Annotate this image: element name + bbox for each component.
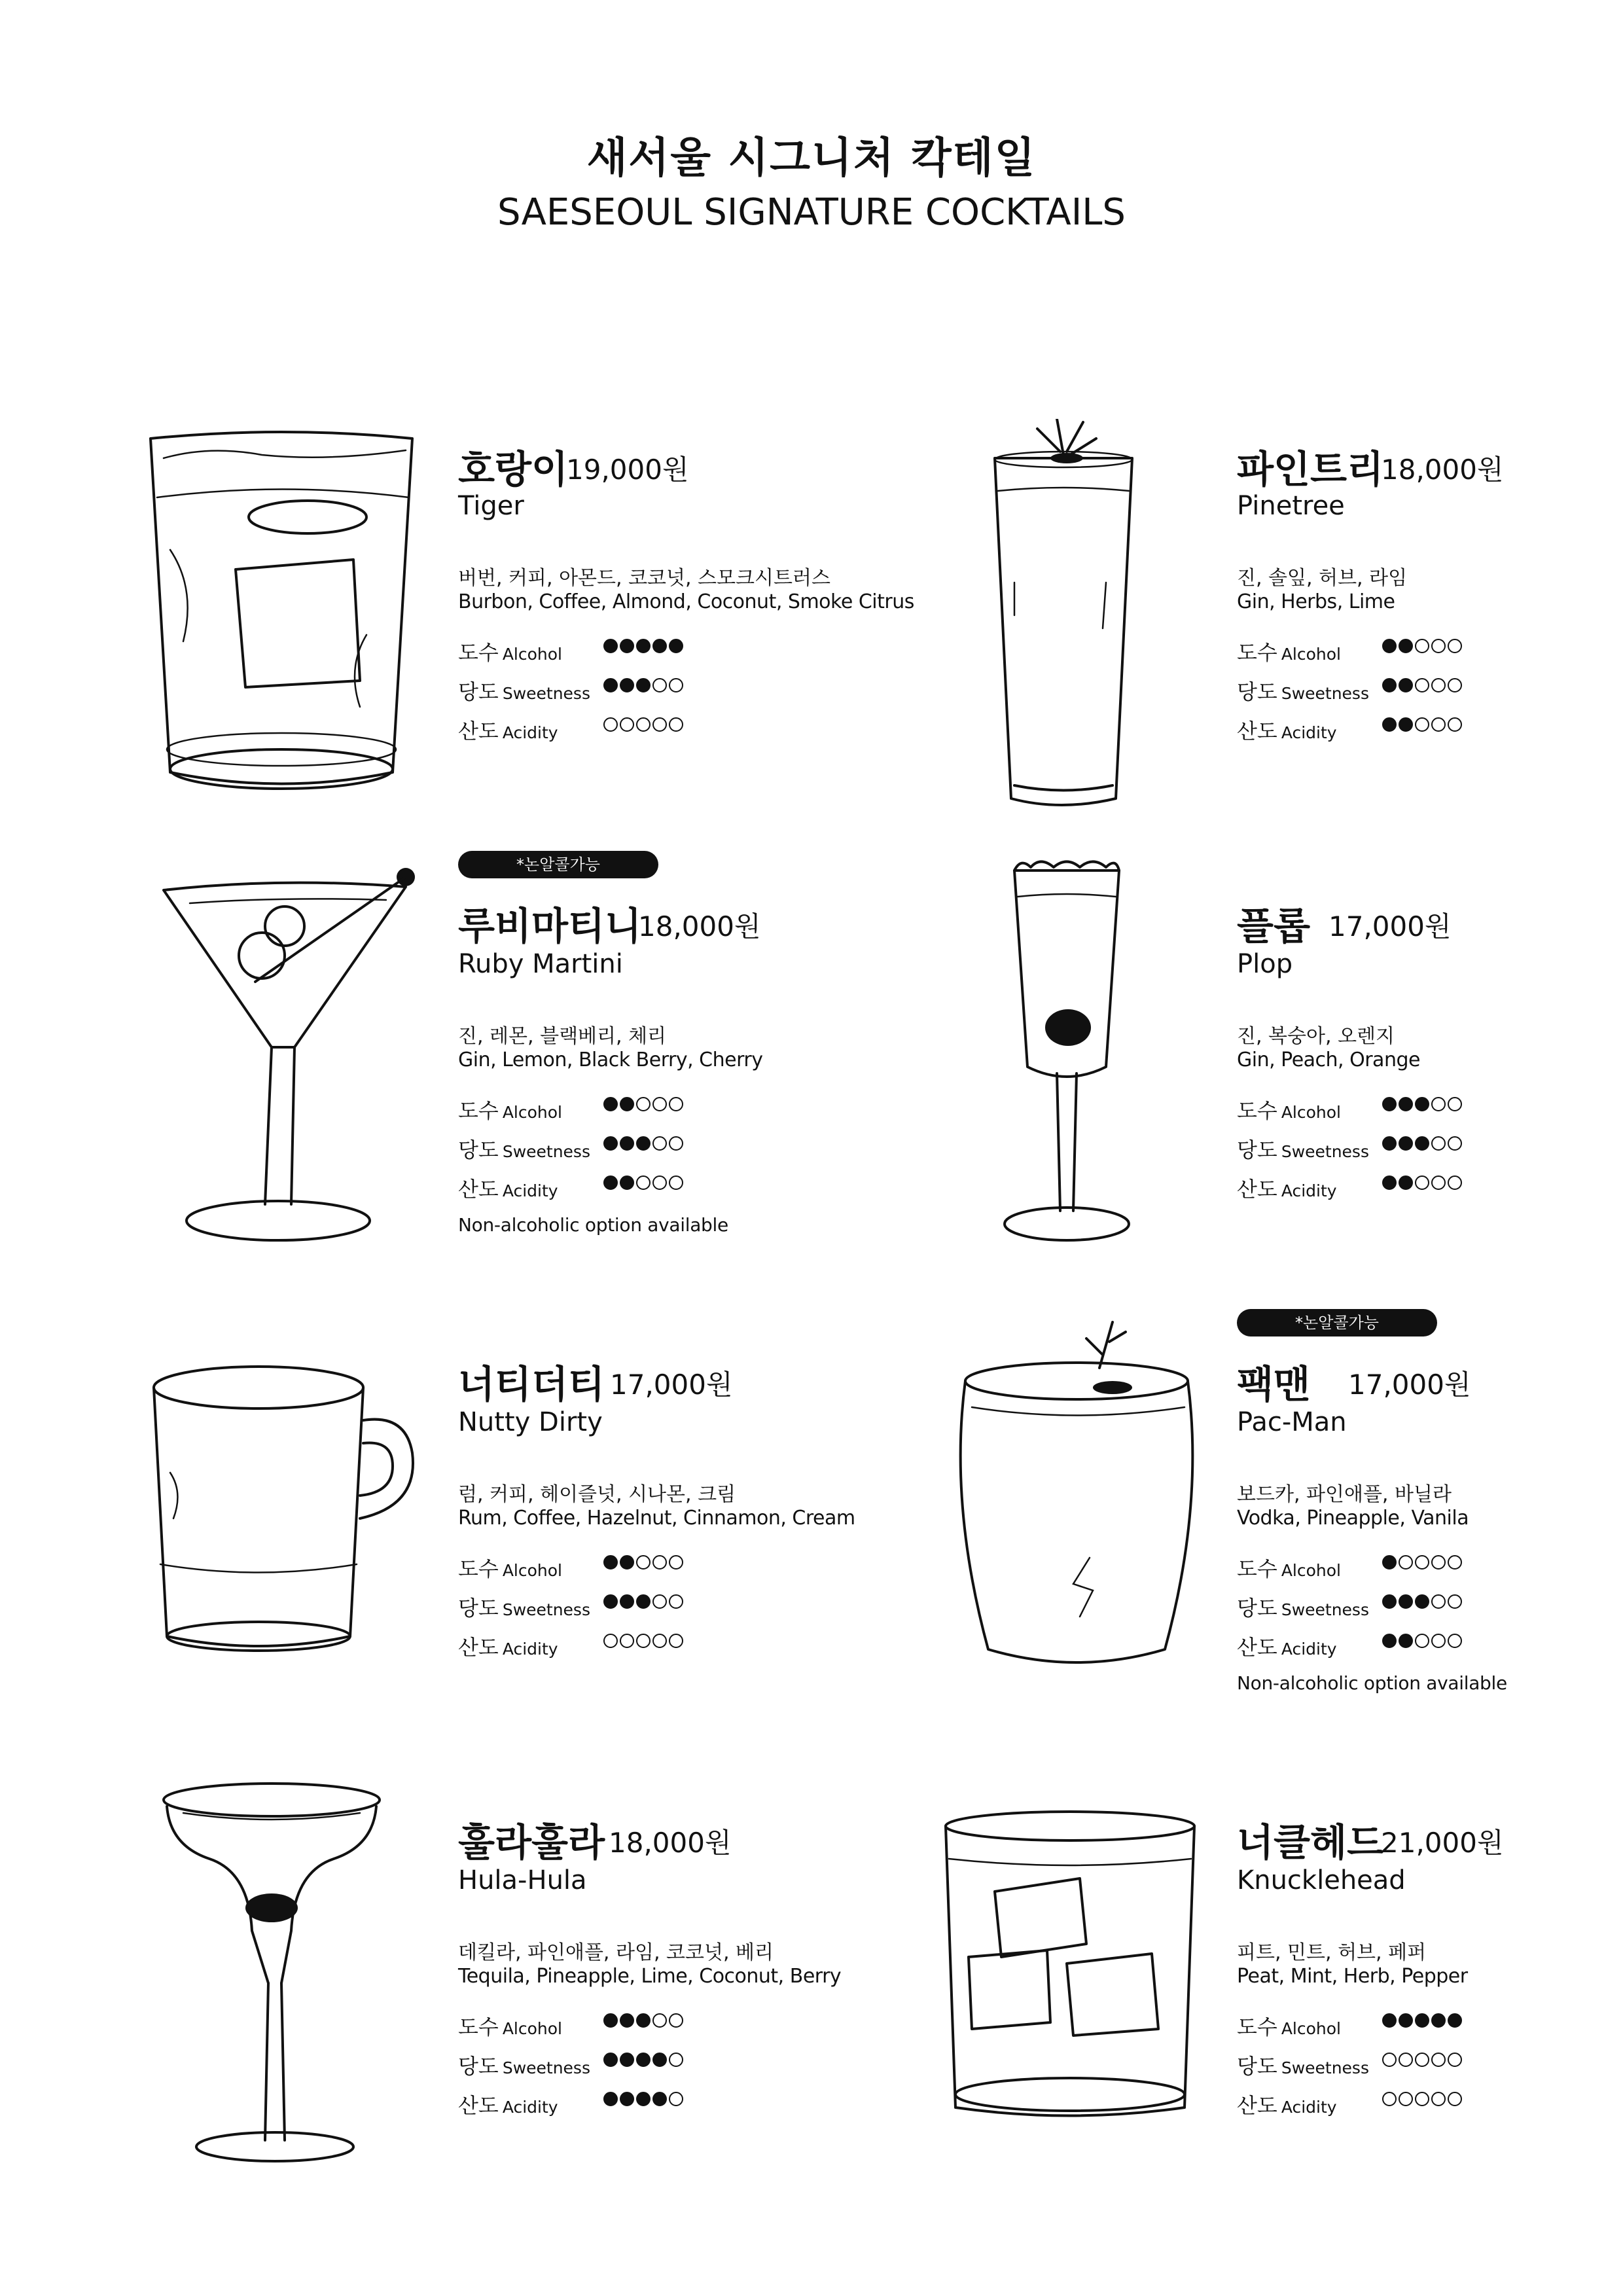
rating-dot-empty (669, 2092, 683, 2106)
rating-dot-empty (1448, 717, 1462, 732)
cocktail-price: 18,000원 (1381, 454, 1504, 486)
rating-dots (603, 1136, 683, 1151)
rating-dots (603, 2092, 683, 2106)
rating-dot-filled (603, 1594, 618, 1609)
rating-dot-empty (1431, 1634, 1446, 1648)
rating-dot-empty (669, 1175, 683, 1190)
ingredients-english: Gin, Herbs, Lime (1237, 590, 1395, 613)
rating-label-korean: 도수 (1237, 1556, 1277, 1581)
rating-dots (1382, 1136, 1462, 1151)
ingredients-korean: 데킬라, 파인애플, 라임, 코코넛, 베리 (458, 1941, 774, 1964)
rating-dot-empty (1399, 2092, 1413, 2106)
rating-alcohol (1237, 2011, 1341, 2037)
rating-label-korean: 도수 (1237, 640, 1277, 665)
rocks-glass-illustration (131, 419, 471, 838)
rating-dot-empty (603, 1634, 618, 1648)
rating-dot-empty (669, 2013, 683, 2028)
rating-dot-empty (652, 2013, 667, 2028)
rating-dot-filled (620, 2053, 634, 2067)
rating-dot-filled (1382, 1097, 1397, 1111)
rating-dot-empty (1382, 2053, 1397, 2067)
cocktail-name-korean: 호랑이 (458, 447, 569, 492)
rating-dot-filled (636, 2053, 651, 2067)
rating-label-english: Acidity (502, 2098, 558, 2117)
rating-label-korean: 산도 (1237, 2093, 1277, 2118)
rating-dot-filled (620, 2013, 634, 2028)
rating-alcohol (458, 636, 563, 665)
rating-dot-filled (603, 2053, 618, 2067)
rating-dot-empty (636, 1097, 651, 1111)
rating-label-korean: 산도 (458, 2093, 499, 2118)
rating-dots (603, 2013, 683, 2028)
rating-sweetness (458, 1592, 590, 1621)
rating-acidity (1237, 2089, 1337, 2118)
rating-label-english: Sweetness (502, 684, 590, 703)
rating-dot-filled (620, 678, 634, 692)
rating-label-english: Sweetness (1281, 1142, 1369, 1161)
rating-dot-filled (1382, 2013, 1397, 2028)
ingredients-english: Gin, Peach, Orange (1237, 1049, 1420, 1071)
rating-dot-empty (669, 1634, 683, 1648)
rating-dot-filled (636, 639, 651, 653)
rating-dots (603, 1555, 683, 1570)
rating-acidity (458, 715, 558, 744)
rating-dot-filled (1382, 1594, 1397, 1609)
rating-alcohol (458, 1552, 562, 1579)
cocktail-name-english: Tiger (458, 491, 524, 521)
rating-dots (603, 1175, 683, 1190)
cocktail-price: 17,000원 (610, 1369, 733, 1401)
rating-alcohol (458, 1094, 562, 1121)
cocktail-name-english: Nutty Dirty (458, 1407, 603, 1437)
rating-dot-filled (1382, 1634, 1397, 1648)
menu-title-korean: 새서울 시그니처 칵테일 (586, 134, 1037, 183)
rating-dot-empty (1415, 2092, 1429, 2106)
cocktail-name-english: Pac-Man (1237, 1407, 1347, 1437)
ingredients-korean: 보드카, 파인애플, 바닐라 (1237, 1483, 1452, 1506)
rating-dot-filled (1415, 1136, 1429, 1151)
menu-title-english: SAESEOUL SIGNATURE COCKTAILS (497, 191, 1126, 234)
rating-dot-filled (620, 1555, 634, 1570)
rating-label-korean: 당도 (1237, 2054, 1277, 2079)
rating-label-english: Sweetness (1281, 684, 1369, 703)
cocktail-name-english: Ruby Martini (458, 949, 623, 979)
rating-dot-empty (1448, 1136, 1462, 1151)
rating-dot-empty (652, 1634, 667, 1648)
rating-sweetness (458, 2050, 590, 2079)
rating-label-english: Sweetness (1281, 2058, 1369, 2077)
rating-dot-empty (669, 1097, 683, 1111)
rating-dot-empty (1415, 717, 1429, 732)
cocktail-name-korean: 너클헤드 (1237, 1820, 1384, 1865)
rating-label-english: Alcohol (502, 1561, 563, 1580)
rating-dot-empty (1448, 678, 1462, 692)
rating-dot-filled (669, 639, 683, 653)
rating-label-korean: 산도 (458, 1635, 499, 1660)
rating-label-korean: 산도 (1237, 1177, 1277, 1202)
rating-dot-filled (1399, 1594, 1413, 1609)
rating-dot-empty (652, 1175, 667, 1190)
rating-dot-empty (1399, 1555, 1413, 1570)
rating-dot-filled (620, 1175, 634, 1190)
rating-dot-empty (1448, 2092, 1462, 2106)
cocktail-price: 17,000원 (1329, 910, 1452, 942)
rating-dots (1382, 2053, 1462, 2067)
rating-dot-empty (1431, 717, 1446, 732)
rating-label-english: Alcohol (1281, 1103, 1342, 1122)
rating-label-english: Alcohol (1281, 1561, 1342, 1580)
rating-dot-empty (652, 1594, 667, 1609)
cocktail-name-english: Hula-Hula (458, 1865, 587, 1895)
rating-dots (1382, 2092, 1462, 2106)
cocktail-name-english: Knucklehead (1237, 1865, 1406, 1895)
cocktail-name-korean: 팩맨 (1237, 1362, 1311, 1407)
rating-alcohol (1237, 1094, 1341, 1121)
rating-dot-empty (669, 1136, 683, 1151)
ingredients-english: Tequila, Pineapple, Lime, Coconut, Berry (458, 1965, 842, 1988)
rating-dot-empty (1448, 1555, 1462, 1570)
rating-dot-filled (620, 639, 634, 653)
ingredients-korean: 럼, 커피, 헤이즐넛, 시나몬, 크림 (458, 1483, 736, 1506)
rating-dots (1382, 1175, 1462, 1190)
ingredients-korean: 진, 복숭아, 오렌지 (1237, 1025, 1395, 1048)
rating-dot-filled (636, 2092, 651, 2106)
rating-sweetness (1237, 1134, 1369, 1160)
rating-dot-empty (1448, 1594, 1462, 1609)
rating-label-korean: 당도 (458, 1596, 499, 1621)
rating-sweetness (1237, 2050, 1369, 2079)
rating-label-korean: 산도 (458, 1177, 499, 1202)
rating-label-english: Acidity (1281, 1640, 1337, 1659)
rating-dot-empty (636, 1634, 651, 1648)
rating-dots (1382, 1594, 1462, 1609)
rating-dot-filled (1399, 1175, 1413, 1190)
rating-label-english: Sweetness (502, 1142, 590, 1161)
rating-dot-empty (652, 1136, 667, 1151)
rating-label-english: Acidity (502, 1640, 558, 1659)
cocktail-name-english: Pinetree (1237, 491, 1345, 521)
ingredients-english: Rum, Coffee, Hazelnut, Cinnamon, Cream (458, 1507, 855, 1530)
rating-dots (603, 678, 683, 692)
rating-dot-empty (652, 678, 667, 692)
rating-acidity (458, 1173, 558, 1202)
rating-dot-filled (1382, 1175, 1397, 1190)
rating-label-korean: 도수 (1237, 1098, 1277, 1123)
rating-dot-filled (1399, 639, 1413, 653)
rating-label-english: Alcohol (502, 2019, 563, 2038)
rating-dot-filled (603, 1097, 618, 1111)
rating-dot-filled (652, 639, 667, 653)
rating-dot-empty (1431, 1097, 1446, 1111)
rating-dot-empty (1431, 1175, 1446, 1190)
rating-acidity (1237, 1631, 1337, 1660)
rating-dot-empty (636, 717, 651, 732)
tumbler-glass-illustration (916, 1309, 1257, 1728)
rating-dot-empty (1415, 1634, 1429, 1648)
rating-dot-filled (1382, 639, 1397, 653)
rating-label-korean: 도수 (1237, 2015, 1277, 2039)
rating-acidity (1237, 715, 1337, 744)
rating-dot-empty (1448, 1175, 1462, 1190)
rating-dot-empty (669, 678, 683, 692)
rating-dot-filled (1415, 1097, 1429, 1111)
rating-dot-empty (652, 1097, 667, 1111)
rating-dot-empty (1448, 639, 1462, 653)
rating-dots (1382, 1555, 1462, 1570)
rating-label-korean: 당도 (1237, 1596, 1277, 1621)
rating-dots (603, 639, 683, 653)
ingredients-korean: 피트, 민트, 허브, 페퍼 (1237, 1941, 1427, 1964)
rating-dot-empty (620, 1634, 634, 1648)
ingredients-english: Burbon, Coffee, Almond, Coconut, Smoke Citrus (458, 590, 914, 613)
rating-dot-filled (620, 1097, 634, 1111)
rating-label-korean: 도수 (458, 640, 499, 665)
rating-dot-empty (669, 1594, 683, 1609)
rating-dot-filled (636, 1594, 651, 1609)
rating-alcohol (1237, 1552, 1341, 1579)
rating-dot-empty (1448, 1634, 1462, 1648)
flute-glass-illustration (916, 851, 1257, 1270)
rating-dots (1382, 717, 1462, 732)
rating-dot-filled (620, 1136, 634, 1151)
rating-label-korean: 산도 (1237, 1635, 1277, 1660)
rating-dot-empty (669, 1555, 683, 1570)
rating-alcohol (458, 2011, 562, 2037)
rating-label-korean: 당도 (1237, 1138, 1277, 1162)
rating-dot-empty (669, 2053, 683, 2067)
rating-dot-filled (603, 1136, 618, 1151)
rating-dots (603, 2053, 683, 2067)
highball-glass-illustration (916, 419, 1257, 838)
rating-dot-empty (603, 717, 618, 732)
rating-dot-filled (603, 639, 618, 653)
rating-label-korean: 당도 (458, 2054, 499, 2079)
margarita-glass-illustration (131, 1767, 471, 2186)
ingredients-korean: 진, 레몬, 블랙베리, 체리 (458, 1025, 667, 1048)
ice-rocks-glass-illustration (916, 1767, 1257, 2186)
cocktail-price: 19,000원 (566, 454, 689, 486)
rating-dots (603, 1594, 683, 1609)
rating-dot-empty (1431, 1136, 1446, 1151)
rating-dot-filled (603, 678, 618, 692)
rating-label-english: Sweetness (1281, 1600, 1369, 1619)
rating-dot-empty (636, 1555, 651, 1570)
rating-dot-filled (1399, 1097, 1413, 1111)
rating-alcohol (1237, 636, 1342, 665)
rating-dot-empty (652, 1555, 667, 1570)
rating-dot-filled (652, 2053, 667, 2067)
rating-dot-filled (636, 1136, 651, 1151)
rating-dots (1382, 1634, 1462, 1648)
rating-label-korean: 당도 (458, 1138, 499, 1162)
rating-dot-filled (1399, 678, 1413, 692)
cocktail-price: 18,000원 (609, 1827, 732, 1859)
rating-dot-filled (603, 2013, 618, 2028)
rating-dot-empty (1415, 1175, 1429, 1190)
rating-label-korean: 도수 (458, 1098, 499, 1123)
rating-dot-empty (1431, 1594, 1446, 1609)
rating-dot-empty (652, 717, 667, 732)
rating-dot-filled (652, 2092, 667, 2106)
rating-dot-empty (1431, 639, 1446, 653)
rating-label-korean: 당도 (1237, 679, 1277, 704)
rating-dots (1382, 639, 1462, 653)
rating-dot-empty (636, 1175, 651, 1190)
rating-label-korean: 산도 (1237, 719, 1277, 744)
rating-dot-empty (1415, 639, 1429, 653)
non-alcoholic-note: Non-alcoholic option available (458, 1214, 728, 1236)
rating-dots (1382, 678, 1462, 692)
rating-label-english: Acidity (502, 1181, 558, 1200)
rating-label-english: Alcohol (1281, 645, 1342, 664)
rating-label-english: Acidity (1281, 2098, 1337, 2117)
rating-dot-filled (636, 678, 651, 692)
cocktail-name-korean: 훌라훌라 (458, 1820, 605, 1865)
non-alcoholic-badge: *논알콜가능 (458, 851, 658, 878)
rating-dot-filled (1399, 1136, 1413, 1151)
rating-dot-filled (620, 1594, 634, 1609)
cocktail-name-korean: 파인트리 (1237, 447, 1384, 492)
rating-dot-empty (1382, 2092, 1397, 2106)
rating-dot-filled (1415, 1594, 1429, 1609)
rating-dot-filled (603, 2092, 618, 2106)
rating-dot-filled (1399, 1634, 1413, 1648)
ingredients-korean: 버번, 커피, 아몬드, 코코넛, 스모크시트러스 (458, 567, 830, 590)
rating-label-korean: 산도 (458, 719, 499, 744)
rating-dot-empty (1431, 678, 1446, 692)
rating-dot-empty (669, 717, 683, 732)
rating-dot-filled (1399, 2013, 1413, 2028)
rating-acidity (1237, 1173, 1337, 1202)
cocktail-name-korean: 플롭 (1237, 904, 1311, 948)
non-alcoholic-note: Non-alcoholic option available (1237, 1672, 1507, 1694)
rating-dot-filled (1448, 2013, 1462, 2028)
rating-dot-empty (1448, 1097, 1462, 1111)
cocktail-price: 21,000원 (1381, 1827, 1504, 1859)
rating-dot-empty (1448, 2053, 1462, 2067)
ingredients-english: Vodka, Pineapple, Vanila (1237, 1507, 1469, 1530)
cocktail-price: 18,000원 (638, 910, 761, 942)
rating-dot-empty (1399, 2053, 1413, 2067)
rating-dot-filled (636, 2013, 651, 2028)
rating-dots (1382, 2013, 1462, 2028)
rating-dot-empty (1415, 2053, 1429, 2067)
rating-dot-filled (620, 2092, 634, 2106)
rating-sweetness (1237, 1592, 1369, 1621)
rating-dots (603, 1097, 683, 1111)
rating-dot-empty (1415, 678, 1429, 692)
rating-dot-empty (1431, 2092, 1446, 2106)
rating-dot-filled (1382, 678, 1397, 692)
rating-label-english: Alcohol (502, 645, 563, 664)
rating-dot-empty (1415, 1555, 1429, 1570)
non-alcoholic-badge: *논알콜가능 (1237, 1309, 1437, 1336)
rating-label-korean: 당도 (458, 679, 499, 704)
rating-dot-filled (1399, 717, 1413, 732)
rating-dot-empty (1431, 2053, 1446, 2067)
rating-dot-empty (620, 717, 634, 732)
rating-label-english: Acidity (502, 723, 558, 742)
rating-dot-filled (1382, 717, 1397, 732)
rating-dots (603, 717, 683, 732)
rating-dot-filled (1382, 1555, 1397, 1570)
cocktail-name-korean: 루비마티니 (458, 904, 642, 948)
rating-dot-empty (1431, 1555, 1446, 1570)
rating-dots (1382, 1097, 1462, 1111)
cocktail-price: 17,000원 (1348, 1369, 1471, 1401)
rating-dot-filled (1382, 1136, 1397, 1151)
rating-dots (603, 1634, 683, 1648)
rating-label-korean: 도수 (458, 2015, 499, 2039)
ingredients-korean: 진, 솔잎, 허브, 라임 (1237, 567, 1408, 590)
rating-label-english: Alcohol (502, 1103, 563, 1122)
rating-dot-filled (1431, 2013, 1446, 2028)
cocktail-name-korean: 너티더티 (458, 1362, 605, 1407)
cocktail-name-english: Plop (1237, 949, 1293, 979)
rating-dot-filled (603, 1175, 618, 1190)
rating-sweetness (1237, 675, 1369, 702)
rating-label-english: Sweetness (502, 2058, 590, 2077)
martini-glass-illustration (131, 851, 471, 1270)
rating-label-korean: 도수 (458, 1556, 499, 1581)
ingredients-english: Peat, Mint, Herb, Pepper (1237, 1965, 1468, 1988)
mug-illustration (131, 1309, 471, 1728)
rating-dot-filled (603, 1555, 618, 1570)
rating-label-english: Sweetness (502, 1600, 590, 1619)
rating-sweetness (458, 675, 590, 702)
rating-label-english: Alcohol (1281, 2019, 1342, 2038)
rating-acidity (458, 2089, 558, 2118)
rating-acidity (458, 1631, 558, 1660)
ingredients-english: Gin, Lemon, Black Berry, Cherry (458, 1049, 763, 1071)
rating-dot-filled (1415, 2013, 1429, 2028)
rating-label-english: Acidity (1281, 723, 1337, 742)
rating-sweetness (458, 1134, 590, 1160)
rating-label-english: Acidity (1281, 1181, 1337, 1200)
